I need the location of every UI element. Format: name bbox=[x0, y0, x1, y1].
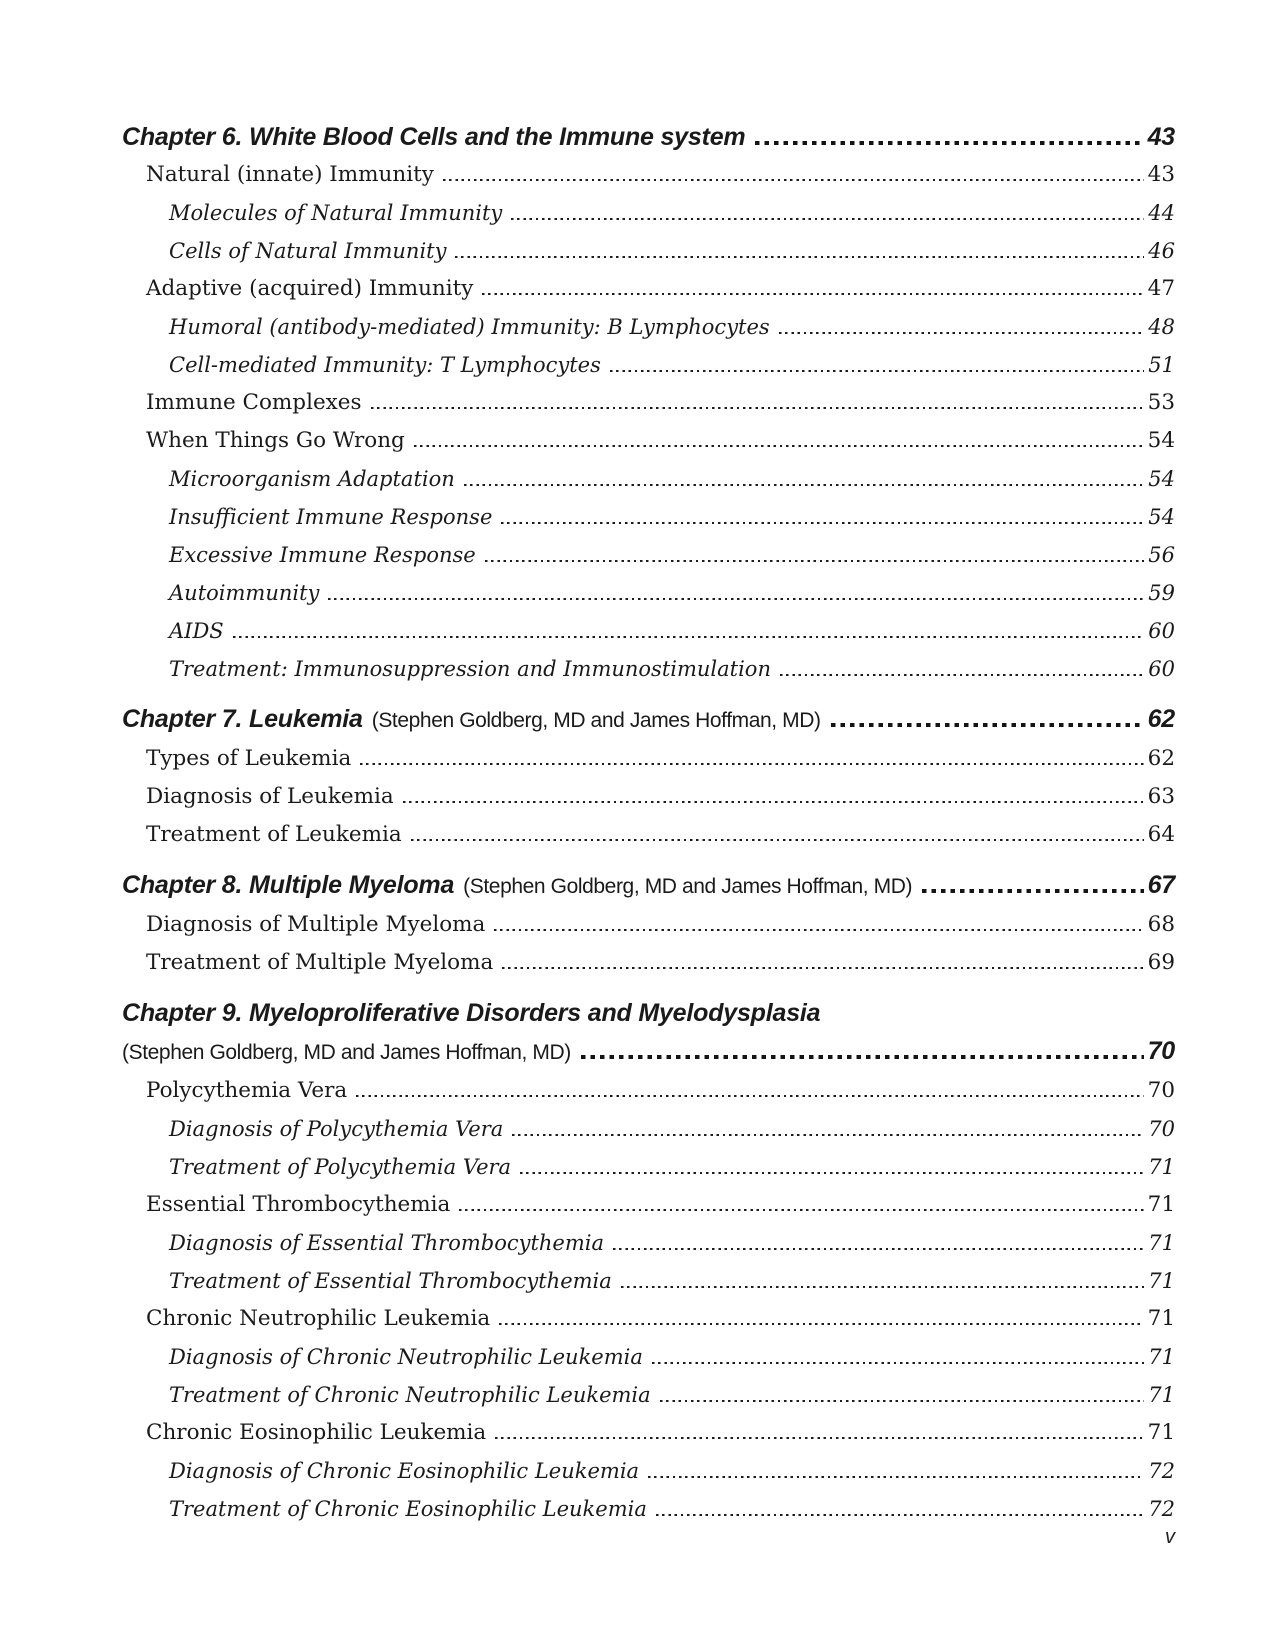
dot-leader bbox=[356, 1094, 1143, 1097]
toc-entry bbox=[122, 612, 1175, 650]
dot-leader bbox=[414, 444, 1144, 447]
dot-leader bbox=[482, 292, 1143, 295]
entry-title: Diagnosis of Chronic Eosinophilic Leukemia bbox=[169, 1459, 640, 1483]
dot-leader bbox=[233, 635, 1145, 638]
chapter-title: Chapter 6. White Blood Cells and the Immune system bbox=[122, 123, 746, 151]
entry-title: Diagnosis of Multiple Myeloma bbox=[146, 912, 486, 937]
entry-page-number: 43 bbox=[1147, 162, 1175, 187]
dot-leader bbox=[495, 1436, 1143, 1439]
toc-entry bbox=[122, 194, 1175, 232]
toc-entry bbox=[122, 346, 1175, 384]
entry-title: Polycythemia Vera bbox=[146, 1078, 348, 1103]
entry-title: AIDS bbox=[169, 619, 224, 643]
entry-title: Treatment of Chronic Neutrophilic Leukemia bbox=[169, 1383, 651, 1407]
toc-entry bbox=[122, 1186, 1175, 1224]
dot-leader bbox=[621, 1285, 1144, 1288]
entry-page-number: 53 bbox=[1147, 390, 1175, 415]
dot-leader bbox=[459, 1208, 1143, 1211]
toc-entry bbox=[122, 1072, 1175, 1110]
entry-page-number: 63 bbox=[1147, 784, 1175, 809]
chapter-page-number: 62 bbox=[1147, 705, 1175, 733]
dot-leader bbox=[485, 559, 1145, 562]
entry-title: Molecules of Natural Immunity bbox=[169, 201, 503, 225]
entry-page-number: 54 bbox=[1147, 428, 1175, 453]
toc-entry bbox=[122, 1148, 1175, 1186]
toc-entry bbox=[122, 1300, 1175, 1338]
toc-entry bbox=[122, 422, 1175, 460]
toc bbox=[122, 118, 1175, 1528]
toc-entry bbox=[122, 816, 1175, 854]
entry-title: Essential Thrombocythemia bbox=[146, 1192, 451, 1217]
entry-page-number: 59 bbox=[1148, 581, 1175, 605]
chapter-page-number: 67 bbox=[1147, 871, 1175, 899]
dot-leader bbox=[831, 723, 1144, 728]
toc-entry bbox=[122, 944, 1175, 982]
dot-leader bbox=[464, 483, 1144, 486]
entry-page-number: 60 bbox=[1148, 619, 1175, 643]
entry-title: Diagnosis of Essential Thrombocythemia bbox=[169, 1231, 605, 1255]
entry-page-number: 51 bbox=[1148, 353, 1175, 377]
toc-entry bbox=[122, 1262, 1175, 1300]
dot-leader bbox=[922, 889, 1144, 894]
entry-page-number: 70 bbox=[1147, 1078, 1175, 1103]
dot-leader bbox=[501, 521, 1144, 524]
dot-leader bbox=[610, 369, 1144, 372]
toc-entry bbox=[122, 1110, 1175, 1148]
toc-entry bbox=[122, 906, 1175, 944]
page-number: v bbox=[1165, 1526, 1175, 1548]
entry-title: Treatment of Polycythemia Vera bbox=[169, 1155, 512, 1179]
chapter-authors: (Stephen Goldberg, MD and James Hoffman, MD) bbox=[463, 875, 913, 898]
entry-title: Chronic Neutrophilic Leukemia bbox=[146, 1306, 491, 1331]
toc-entry bbox=[122, 778, 1175, 816]
entry-title: When Things Go Wrong bbox=[146, 428, 405, 453]
dot-leader bbox=[520, 1171, 1144, 1174]
dot-leader bbox=[502, 966, 1143, 969]
dot-leader bbox=[403, 800, 1144, 803]
entry-title: Treatment of Leukemia bbox=[146, 822, 402, 847]
chapter-title: Chapter 8. Multiple Myeloma bbox=[122, 871, 455, 899]
toc-entry bbox=[122, 740, 1175, 778]
entry-title: Treatment: Immunosuppression and Immunostimulation bbox=[169, 657, 771, 681]
entry-title: Diagnosis of Polycythemia Vera bbox=[169, 1117, 504, 1141]
entry-page-number: 71 bbox=[1148, 1269, 1175, 1293]
dot-leader bbox=[494, 928, 1143, 931]
dot-leader bbox=[755, 141, 1143, 146]
toc-entry bbox=[122, 1414, 1175, 1452]
dot-leader bbox=[656, 1513, 1144, 1516]
entry-page-number: 54 bbox=[1148, 467, 1175, 491]
entry-title: Diagnosis of Leukemia bbox=[146, 784, 394, 809]
dot-leader bbox=[780, 673, 1144, 676]
dot-leader bbox=[443, 178, 1144, 181]
dot-leader bbox=[613, 1247, 1144, 1250]
entry-title: Natural (innate) Immunity bbox=[146, 162, 434, 187]
toc-entry bbox=[122, 1376, 1175, 1414]
entry-title: Cells of Natural Immunity bbox=[169, 239, 447, 263]
entry-page-number: 69 bbox=[1147, 950, 1175, 975]
entry-title: Insufficient Immune Response bbox=[169, 505, 493, 529]
entry-title: Cell-mediated Immunity: T Lymphocytes bbox=[169, 353, 601, 377]
entry-title: Treatment of Multiple Myeloma bbox=[146, 950, 494, 975]
dot-leader bbox=[360, 762, 1143, 765]
dot-leader bbox=[652, 1361, 1144, 1364]
entry-page-number: 71 bbox=[1147, 1192, 1175, 1217]
toc-entry bbox=[122, 536, 1175, 574]
chapter-heading bbox=[122, 866, 1175, 906]
dot-leader bbox=[660, 1399, 1145, 1402]
dot-leader bbox=[648, 1475, 1144, 1478]
toc-entry bbox=[122, 1490, 1175, 1528]
chapter-heading bbox=[122, 700, 1175, 740]
chapter-title: Chapter 9. Myeloproliferative Disorders and Myelodysplasia bbox=[122, 999, 821, 1027]
toc-entry bbox=[122, 270, 1175, 308]
dot-leader bbox=[455, 255, 1144, 258]
toc-entry bbox=[122, 156, 1175, 194]
entry-title: Adaptive (acquired) Immunity bbox=[146, 276, 474, 301]
entry-page-number: 56 bbox=[1148, 543, 1175, 567]
entry-page-number: 60 bbox=[1148, 657, 1175, 681]
entry-page-number: 68 bbox=[1147, 912, 1175, 937]
toc-entry bbox=[122, 498, 1175, 536]
entry-page-number: 71 bbox=[1147, 1420, 1175, 1445]
entry-title: Chronic Eosinophilic Leukemia bbox=[146, 1420, 487, 1445]
entry-title: Diagnosis of Chronic Neutrophilic Leukemia bbox=[169, 1345, 643, 1369]
chapter-authors: (Stephen Goldberg, MD and James Hoffman, MD) bbox=[122, 1041, 571, 1064]
toc-entry bbox=[122, 232, 1175, 270]
toc-entry bbox=[122, 574, 1175, 612]
entry-page-number: 48 bbox=[1148, 315, 1175, 339]
entry-page-number: 62 bbox=[1147, 746, 1175, 771]
entry-page-number: 71 bbox=[1148, 1155, 1175, 1179]
entry-title: Immune Complexes bbox=[146, 390, 362, 415]
entry-title: Types of Leukemia bbox=[146, 746, 352, 771]
entry-page-number: 72 bbox=[1148, 1497, 1175, 1521]
entry-title: Excessive Immune Response bbox=[169, 543, 476, 567]
entry-page-number: 46 bbox=[1148, 239, 1175, 263]
entry-page-number: 72 bbox=[1148, 1459, 1175, 1483]
chapter-authors: (Stephen Goldberg, MD and James Hoffman, MD) bbox=[371, 709, 821, 732]
chapter-page-number: 70 bbox=[1147, 1037, 1175, 1065]
entry-title: Treatment of Essential Thrombocythemia bbox=[169, 1269, 612, 1293]
entry-page-number: 54 bbox=[1148, 505, 1175, 529]
dot-leader bbox=[499, 1322, 1143, 1325]
chapter-heading-authors-line bbox=[122, 1032, 1175, 1072]
dot-leader bbox=[328, 597, 1144, 600]
toc-entry bbox=[122, 384, 1175, 422]
dot-leader bbox=[411, 838, 1144, 841]
dot-leader bbox=[779, 331, 1145, 334]
toc-entry bbox=[122, 460, 1175, 498]
entry-title: Microorganism Adaptation bbox=[169, 467, 455, 491]
chapter-heading-title bbox=[122, 994, 1175, 1032]
entry-page-number: 71 bbox=[1147, 1306, 1175, 1331]
chapter-page-number: 43 bbox=[1147, 123, 1175, 151]
toc-entry bbox=[122, 1452, 1175, 1490]
entry-page-number: 71 bbox=[1148, 1383, 1175, 1407]
dot-leader bbox=[581, 1055, 1144, 1060]
toc-entry bbox=[122, 1338, 1175, 1376]
dot-leader bbox=[512, 1133, 1144, 1136]
toc-entry bbox=[122, 1224, 1175, 1262]
dot-leader bbox=[511, 217, 1144, 220]
toc-entry bbox=[122, 308, 1175, 346]
chapter-heading bbox=[122, 118, 1175, 156]
entry-page-number: 71 bbox=[1148, 1345, 1175, 1369]
dot-leader bbox=[371, 406, 1144, 409]
entry-title: Autoimmunity bbox=[169, 581, 320, 605]
entry-page-number: 44 bbox=[1148, 201, 1175, 225]
entry-page-number: 70 bbox=[1148, 1117, 1175, 1141]
entry-page-number: 64 bbox=[1147, 822, 1175, 847]
entry-page-number: 47 bbox=[1147, 276, 1175, 301]
chapter-title: Chapter 7. Leukemia bbox=[122, 705, 363, 733]
entry-title: Humoral (antibody-mediated) Immunity: B Lymphocytes bbox=[169, 315, 770, 339]
entry-title: Treatment of Chronic Eosinophilic Leukemia bbox=[169, 1497, 647, 1521]
entry-page-number: 71 bbox=[1148, 1231, 1175, 1255]
toc-entry bbox=[122, 650, 1175, 688]
